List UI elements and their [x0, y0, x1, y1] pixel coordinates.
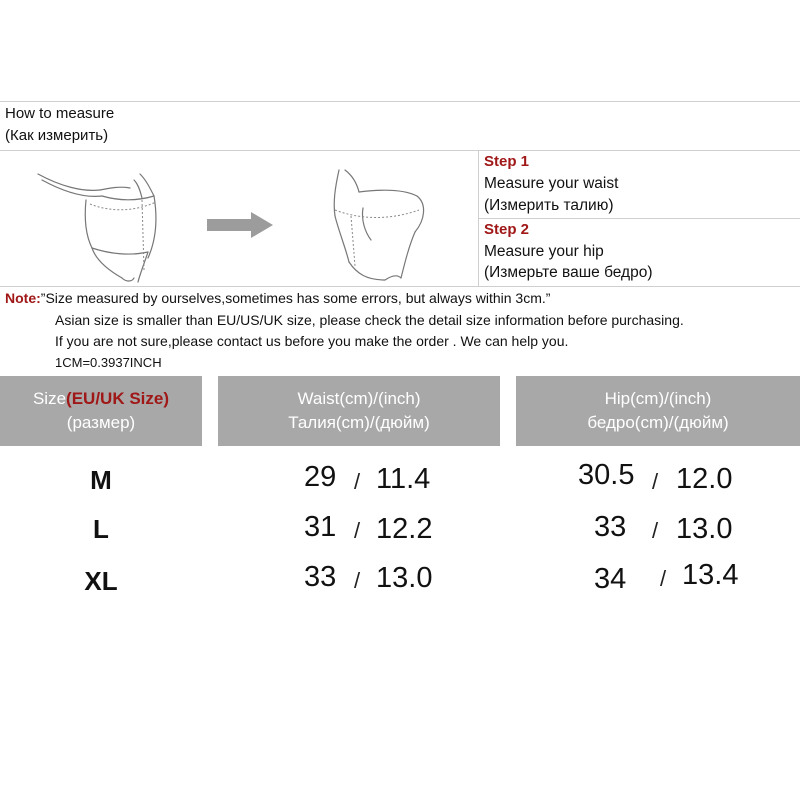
waist-cm: 29	[304, 461, 337, 493]
step-2-text-ru: (Измерьте ваше бедро)	[484, 264, 653, 281]
header-hip-en: Hip(cm)/(inch)	[604, 389, 712, 408]
howto-title-en: How to measure	[5, 105, 115, 122]
conversion-note: 1CM=0.3937INCH	[55, 355, 162, 370]
header-size-ru: (размер)	[66, 413, 136, 432]
separator: /	[354, 518, 361, 543]
header-hip-ru: бедро(cm)/(дюйм)	[587, 413, 729, 432]
size-cell: XL	[84, 566, 118, 596]
waist-cm: 31	[304, 511, 337, 543]
divider	[0, 150, 800, 151]
size-cell: L	[93, 514, 109, 544]
note-text-1: ”Size measured by ourselves,sometimes has some errors, but always within 3cm.”	[40, 290, 551, 306]
waist-inch: 11.4	[376, 463, 431, 495]
waist-measure-illustration	[30, 160, 180, 285]
divider	[0, 101, 800, 102]
separator: /	[354, 469, 361, 494]
waist-inch: 12.2	[376, 513, 433, 545]
step-1-label: Step 1	[484, 153, 530, 170]
note-line-1	[5, 290, 550, 306]
hip-cm: 33	[594, 511, 627, 543]
header-waist-en: Waist(cm)/(inch)	[297, 389, 421, 408]
waist-inch: 13.0	[376, 562, 433, 594]
hip-cm: 34	[594, 563, 627, 595]
header-hip	[516, 376, 800, 446]
note-line-3: If you are not sure,please contact us before you make the order . We can help you.	[55, 333, 569, 349]
separator: /	[652, 469, 659, 494]
header-waist	[218, 376, 500, 446]
step-1-text-ru: (Измерить талию)	[484, 197, 614, 214]
hip-inch: 13.0	[676, 513, 733, 545]
header-size-suffix: (EU/UK Size)	[66, 389, 170, 408]
header-waist-ru: Талия(cm)/(дюйм)	[288, 413, 430, 432]
howto-title-ru: (Как измерить)	[5, 127, 109, 144]
divider	[478, 218, 800, 219]
divider	[0, 286, 800, 287]
hip-inch: 12.0	[676, 463, 733, 495]
note-label: Note:	[5, 290, 41, 306]
arrow-right-icon	[205, 210, 275, 245]
step-2-text: Measure your hip	[484, 243, 604, 260]
separator: /	[660, 566, 667, 591]
waist-cm: 33	[304, 561, 337, 593]
step-2-label: Step 2	[484, 221, 530, 238]
step-1-text: Measure your waist	[484, 175, 619, 192]
hip-cm: 30.5	[578, 459, 635, 491]
note-line-2: Asian size is smaller than EU/US/UK size, please check the detail size information before purchasing.	[55, 312, 684, 328]
hip-inch: 13.4	[682, 559, 739, 591]
separator: /	[652, 518, 659, 543]
header-size-title	[0, 387, 202, 411]
separator: /	[354, 568, 361, 593]
size-cell: M	[90, 465, 112, 495]
header-size	[0, 376, 202, 446]
hip-measure-illustration	[305, 162, 455, 284]
header-size-prefix: Size	[32, 389, 67, 408]
